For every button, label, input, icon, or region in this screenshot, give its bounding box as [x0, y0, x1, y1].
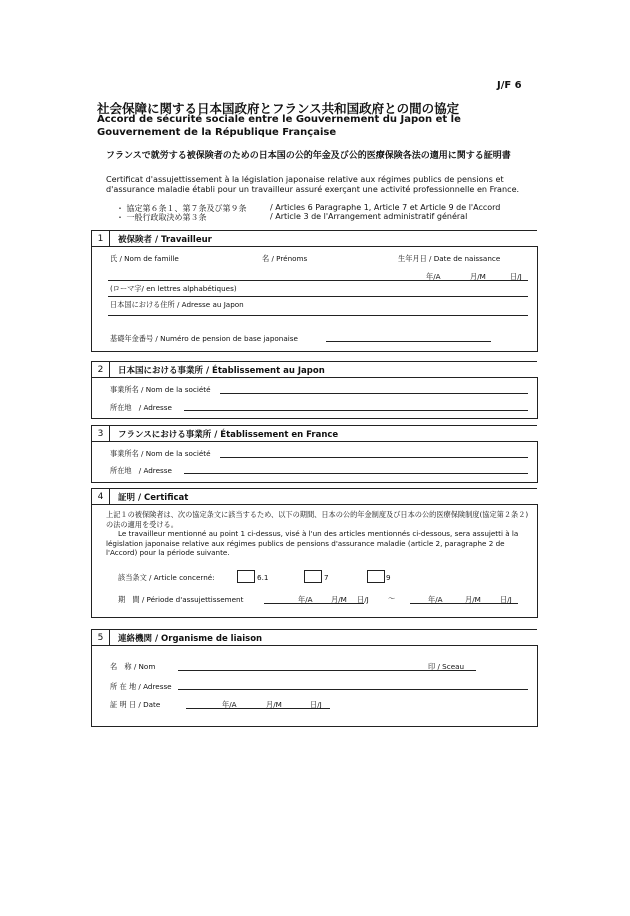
company-jp-label: 事業所名 / Nom de la société [110, 385, 211, 394]
section-4-header [91, 488, 537, 505]
period-label: 期 間 / Période d'assujettissement [118, 595, 244, 604]
address-fr-label: 所在地 / Adresse [110, 466, 172, 475]
pension-number-label: 基礎年金番号 / Numéro de pension de base japonaise [110, 334, 298, 343]
unit-day: 日/J [510, 272, 522, 281]
address-jp-label: 所在地 / Adresse [110, 403, 172, 412]
unit-month: 月/M [470, 272, 486, 281]
surname-label: 氏 / Nom de famille [110, 254, 179, 263]
unit-month: 月/M [331, 595, 347, 604]
unit-day: 日/J [500, 595, 512, 604]
article-7-checkbox[interactable] [304, 570, 322, 583]
section-5-header [91, 629, 537, 646]
article-label: 該当条文 / Article concerné: [118, 573, 215, 582]
article-7-label: 7 [324, 573, 329, 582]
address-jp-line[interactable] [184, 410, 528, 411]
section-3-box [91, 441, 538, 483]
unit-year: 年/A [426, 272, 441, 281]
roman-line[interactable] [108, 296, 528, 297]
address-japan-label: 日本国における住所 / Adresse au Japon [110, 300, 244, 309]
address-fr-line[interactable] [184, 473, 528, 474]
section-3-header [91, 425, 537, 442]
company-fr-line[interactable] [220, 457, 528, 458]
section-title: 日本国における事業所 / Établissement au Japon [118, 366, 325, 376]
certificate-text-jp: 上記１の被保険者は、次の協定条文に該当するため、以下の期間、日本の公的年金制度及び日本の公的医療保険制度(協定第２条２)の法の適用を受ける。 [106, 510, 529, 529]
article-9-checkbox[interactable] [367, 570, 385, 583]
title-japanese: 社会保障に関する日本国政府とフランス共和国政府との間の協定 [97, 101, 460, 116]
subtitle-japanese: フランスで就労する被保険者のための日本国の公的年金及び公的医療保険各法の適用に関する証明書 [106, 151, 511, 161]
unit-year: 年/A [222, 700, 237, 709]
legal-basis-fr: / Articles 6 Paragraphe 1, Article 7 et Article 9 de l'Accord [270, 203, 501, 212]
roman-letters-label: (ローマ字/ en lettres alphabétiques) [110, 284, 237, 293]
unit-year: 年/A [428, 595, 443, 604]
unit-month: 月/M [465, 595, 481, 604]
seal-label: 印 / Sceau [428, 662, 465, 671]
company-jp-line[interactable] [220, 393, 528, 394]
unit-month: 月/M [266, 700, 282, 709]
company-fr-label: 事業所名 / Nom de la société [110, 449, 211, 458]
legal-basis-jp: ・ 一般行政取決め第３条 [116, 213, 207, 222]
subtitle-french: Certificat d'assujettissement à la législation japonaise relative aux régimes publics de pensions et d'assurance maladie établi pour un travailleur assuré exerçant une activité professionnelle en France. [106, 174, 520, 194]
section-title: 被保険者 / Travailleur [118, 235, 212, 245]
liaison-name-label: 名 称 / Nom [110, 662, 156, 671]
article-9-label: 9 [386, 573, 391, 582]
first-name-label: 名 / Prénoms [262, 254, 308, 263]
section-2-header [91, 361, 537, 378]
article-6-1-checkbox[interactable] [237, 570, 255, 583]
name-line[interactable] [108, 280, 528, 281]
liaison-address-label: 所 在 地 / Adresse [110, 682, 172, 691]
section-number: 2 [92, 362, 110, 378]
pension-number-line[interactable] [326, 341, 491, 342]
birth-date-label: 生年月日 / Date de naissance [398, 254, 501, 263]
address-line[interactable] [108, 315, 528, 316]
legal-basis-2 [116, 212, 468, 223]
title-french: Accord de sécurité sociale entre le Gouvernement du Japon et le Gouvernement de la République Française [97, 114, 461, 138]
liaison-address-line[interactable] [178, 689, 528, 690]
section-number: 3 [92, 426, 110, 442]
period-tilde: ～ [388, 594, 396, 603]
unit-day: 日/J [310, 700, 322, 709]
legal-basis-jp: ・ 協定第６条１、第７条及び第９条 [116, 204, 247, 213]
section-number: 1 [92, 231, 110, 247]
section-number: 4 [92, 489, 110, 505]
section-title: 証明 / Certificat [118, 493, 189, 503]
article-6-1-label: 6.1 [257, 573, 269, 582]
section-title: 連絡機関 / Organisme de liaison [118, 634, 263, 644]
section-number: 5 [92, 630, 110, 646]
unit-year: 年/A [298, 595, 313, 604]
unit-day: 日/J [357, 595, 369, 604]
certification-date-label: 証 明 日 / Date [110, 700, 161, 709]
period-start-line[interactable] [264, 603, 364, 604]
section-title: フランスにおける事業所 / Établissement en France [118, 430, 339, 440]
section-1-header [91, 230, 537, 247]
legal-basis-fr: / Article 3 de l'Arrangement administratif général [270, 212, 468, 221]
certificate-text-fr: Le travailleur mentionné au point 1 ci-dessus, visé à l'un des articles mentionnés ci-dessous, sera assujetti à la législation japonaise relative aux régimes publics de pensions d'assurance maladie (article 2, paragraphe 2 de l'Accord) pour la période suivante. [106, 529, 519, 557]
form-code: J/F 6 [497, 80, 522, 91]
certification-date-line[interactable] [186, 708, 330, 709]
